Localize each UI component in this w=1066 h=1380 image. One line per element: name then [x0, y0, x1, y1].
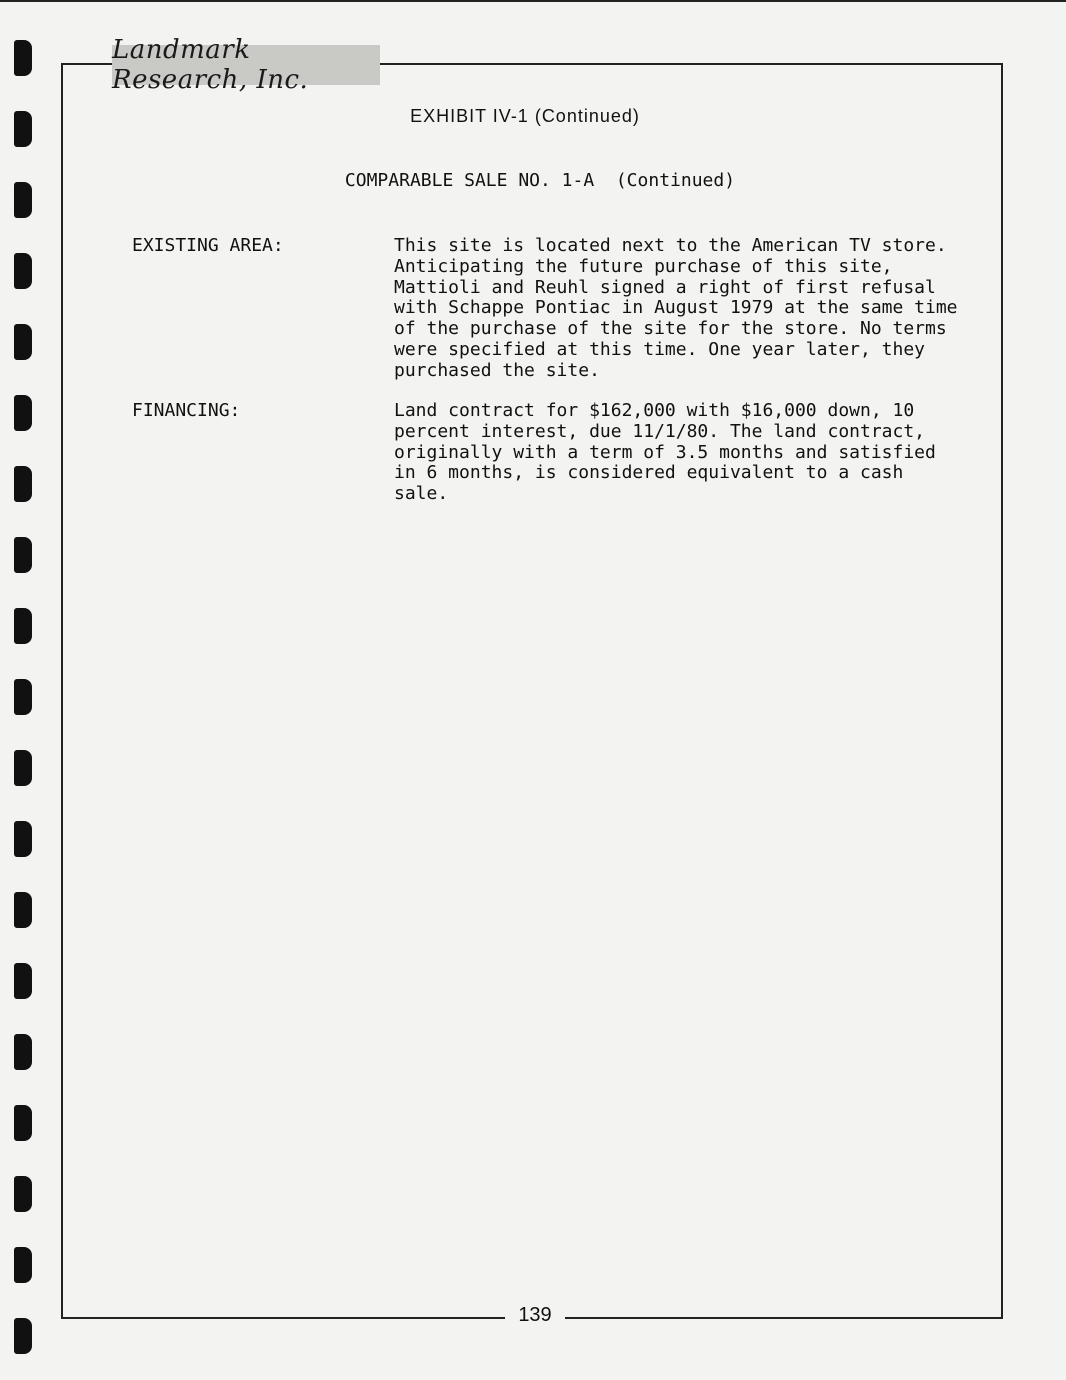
binding-hole: [14, 1176, 32, 1212]
company-logo: [112, 35, 380, 95]
exhibit-title: [0, 106, 1066, 127]
existing-area-label: EXISTING AREA:: [132, 235, 284, 256]
binding-hole: [14, 537, 32, 573]
binding-hole: [14, 1247, 32, 1283]
page-number: 139: [505, 1300, 565, 1330]
company-name: Landmark Research, Inc.: [112, 35, 309, 95]
binding-hole: [14, 608, 32, 644]
financing-text: Land contract for $162,000 with $16,000 down, 10 percent interest, due 11/1/80. The land contract, originally with a term of 3.5 months and satisfied in 6 months, is considered equivalent to a cash sale.: [394, 400, 936, 505]
existing-area-text: This site is located next to the American TV store. Anticipating the future purchase of this site, Mattioli and Reuhl signed a right of first refusal with Schappe Pontiac in August 1979 at the same time of the purchase of the site for the store. No terms were specified at this time. One year later, they purchased the site.: [394, 235, 958, 381]
binding-hole: [14, 750, 32, 786]
binding-hole: [14, 395, 32, 431]
section-subtitle-text: COMPARABLE SALE NO. 1-A (Continued): [344, 170, 736, 191]
binding-hole: [14, 466, 32, 502]
binding-hole: [14, 1105, 32, 1141]
binding-hole: [14, 253, 32, 289]
binding-hole: [14, 40, 32, 76]
top-edge-rule: [0, 0, 1066, 2]
binding-hole: [14, 1034, 32, 1070]
section-subtitle: [0, 170, 1066, 191]
binding-holes: [14, 40, 36, 1370]
binding-hole: [14, 821, 32, 857]
binding-hole: [14, 679, 32, 715]
binding-hole: [14, 963, 32, 999]
binding-hole: [14, 892, 32, 928]
binding-hole: [14, 324, 32, 360]
exhibit-title-text: EXHIBIT IV-1 (Continued): [410, 106, 640, 126]
binding-hole: [14, 1318, 32, 1354]
financing-label: FINANCING:: [132, 400, 241, 421]
